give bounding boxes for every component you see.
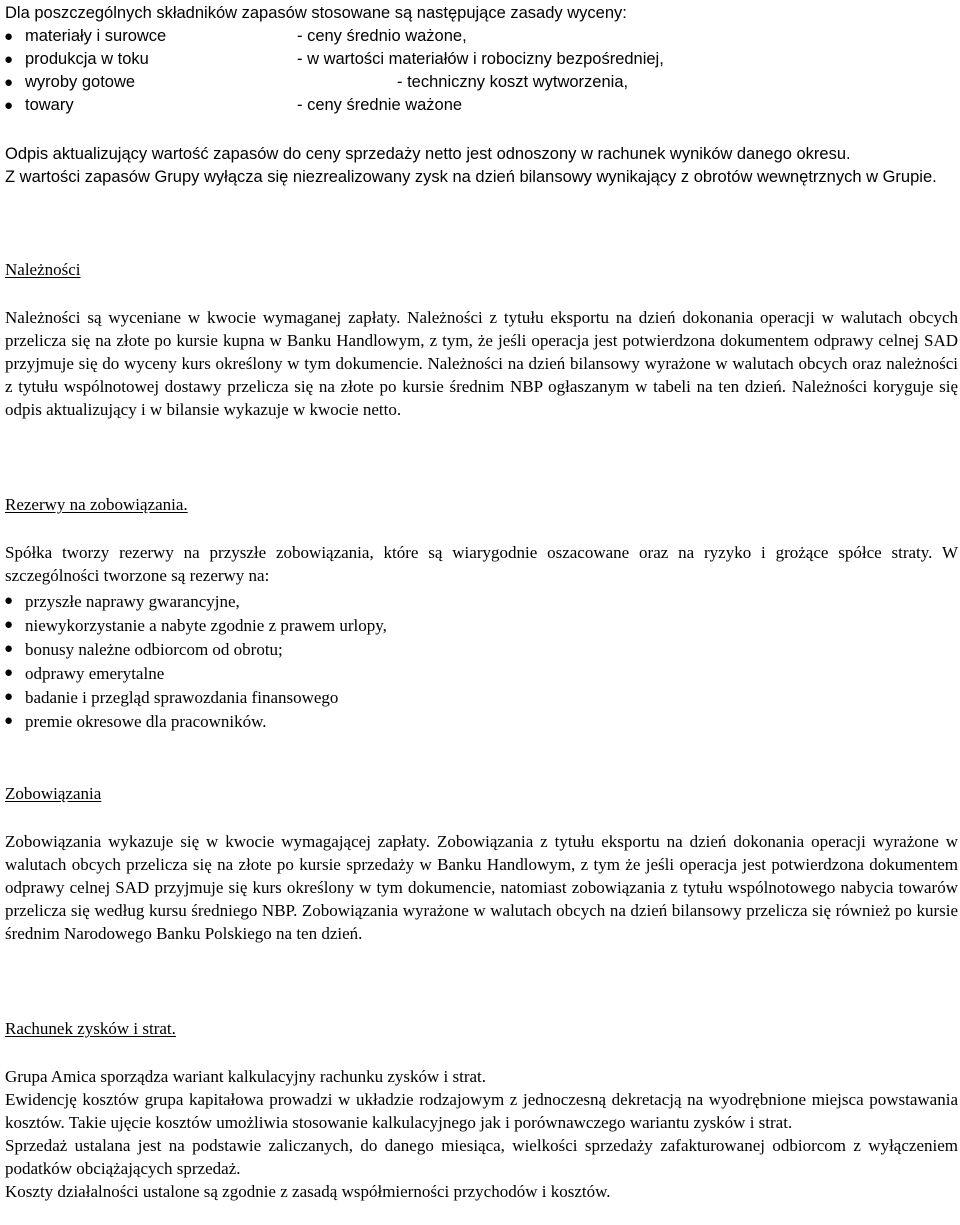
list-item-label: wyroby gotowe xyxy=(25,73,136,91)
bullet-icon: ● xyxy=(4,617,14,633)
list-item-label: materiały i surowce xyxy=(25,27,167,45)
paragraph-text: Należności są wyceniane w kwocie wymaganej zapłaty. Należności z tytułu eksportu na dzień dokonania operacji w walutach obcych przelicza się na złote po kursie kupna w Banku Handlowym, z tym, że jeśli operacja jest potwierdzona dokumentem odprawy celnej SAD przyjmuje się do wyceny kurs określony w tym dokumencie. Należności na dzień bilansowy wyrażone w walutach obcych oraz należności z tytułu wspólnotowej dostawy przelicza się na złote po kursie średnim NBP ogłaszanym w tabeli na ten dzień. Należności koryguje się odpis aktualizujący i w bilansie wykazuje w kwocie netto. xyxy=(5,308,958,419)
list-item-value: - w wartości materiałów i robocizny bezpośredniej, xyxy=(297,50,664,68)
list-item-value: - ceny średnio ważone, xyxy=(297,27,467,45)
list-item xyxy=(0,94,960,117)
list-item xyxy=(0,590,960,613)
income-statement-heading: Rachunek zysków i strat. xyxy=(5,1019,176,1038)
paragraph-text: Grupa Amica sporządza wariant kalkulacyjny rachunku zysków i strat. xyxy=(5,1067,487,1086)
provisions-heading: Rezerwy na zobowiązania. xyxy=(5,495,188,514)
list-item xyxy=(0,662,960,685)
provisions-paragraph xyxy=(5,541,958,587)
paragraph-text: Spółka tworzy rezerwy na przyszłe zobowiązania, które są wiarygodnie oszacowane oraz na ryzyko i grożące spółce straty. W szczególności tworzone są rezerwy na: xyxy=(5,543,958,585)
bullet-icon: ● xyxy=(4,641,14,657)
receivables-paragraph xyxy=(5,306,958,421)
paragraph-text: Zobowiązania wykazuje się w kwocie wymagającej zapłaty. Zobowiązania z tytułu eksportu na dzień dokonania operacji wyrażone w walutach obcych przelicza się na złote po kursie sprzedaży w Banku Handlowym, z tym że jeśli operacja jest potwierdzona dokumentem odprawy celnej SAD przyjmuje się kurs określony w tym dokumencie, natomiast zobowiązania z tytułu wspólnotowego nabycia towarów przelicza się według kursu średniego NBP. Zobowiązania wyrażone w walutach obcych na dzień bilansowy przelicza się również po kursie średnim Narodowego Banku Polskiego na ten dzień. xyxy=(5,832,958,943)
bullet-icon: ● xyxy=(4,689,14,705)
list-item-label: premie okresowe dla pracowników. xyxy=(25,712,267,731)
list-item-label: badanie i przegląd sprawozdania finansowego xyxy=(25,688,339,707)
list-item xyxy=(0,686,960,709)
list-item xyxy=(0,25,960,48)
list-item-value: - ceny średnie ważone xyxy=(297,96,463,114)
list-item-label: odprawy emerytalne xyxy=(25,664,165,683)
list-item-label: przyszłe naprawy gwarancyjne, xyxy=(25,592,240,611)
inventory-writedown-paragraph: Odpis aktualizujący wartość zapasów do ceny sprzedaży netto jest odnoszony w rachunek wyników danego okresu. xyxy=(5,145,851,163)
list-item xyxy=(0,71,960,94)
bullet-icon: ● xyxy=(4,665,14,681)
paragraph-text: Z wartości zapasów Grupy wyłącza się niezrealizowany zysk na dzień bilansowy wynikający z obrotów wewnętrznych w Grupie. xyxy=(5,168,937,186)
list-item-label: niewykorzystanie a nabyte zgodnie z prawem urlopy, xyxy=(25,616,387,635)
bullet-icon: ● xyxy=(4,713,14,729)
list-item-label: bonusy należne odbiorcom od obrotu; xyxy=(25,640,283,659)
bullet-icon: ● xyxy=(4,51,14,68)
inventory-intro: Dla poszczególnych składników zapasów stosowane są następujące zasady wyceny: xyxy=(5,4,627,22)
list-item-label: produkcja w toku xyxy=(25,50,149,68)
bullet-icon: ● xyxy=(4,97,14,114)
list-item xyxy=(0,48,960,71)
liabilities-heading: Zobowiązania xyxy=(5,784,102,803)
list-item-value: - techniczny koszt wytworzenia, xyxy=(397,73,629,91)
paragraph-text: Koszty działalności ustalone są zgodnie z zasadą współmierności przychodów i kosztów. xyxy=(5,1182,611,1201)
income-statement-body xyxy=(5,1065,958,1203)
paragraph-text: Ewidencję kosztów grupa kapitałowa prowadzi w układzie rodzajowym z jednoczesną dekretacją na wyodrębnione miejsca powstawania kosztów. Takie ujęcie kosztów umożliwia stosowanie kalkulacyjnego jak i porównawczego wariantu zysków i strat. xyxy=(5,1090,958,1132)
liabilities-paragraph xyxy=(5,830,958,945)
list-item xyxy=(0,638,960,661)
bullet-icon: ● xyxy=(4,74,14,91)
receivables-heading: Należności xyxy=(5,260,81,279)
list-item xyxy=(0,710,960,733)
bullet-icon: ● xyxy=(4,28,14,45)
list-item-label: towary xyxy=(25,96,74,114)
bullet-icon: ● xyxy=(4,593,14,609)
inventory-unrealized-profit-paragraph xyxy=(5,166,958,189)
paragraph-text: Sprzedaż ustalana jest na podstawie zaliczanych, do danego miesiąca, wielkości sprzedaży zafakturowanej odbiorcom z wyłączeniem podatków obciążających sprzedaż. xyxy=(5,1136,958,1178)
list-item xyxy=(0,614,960,637)
